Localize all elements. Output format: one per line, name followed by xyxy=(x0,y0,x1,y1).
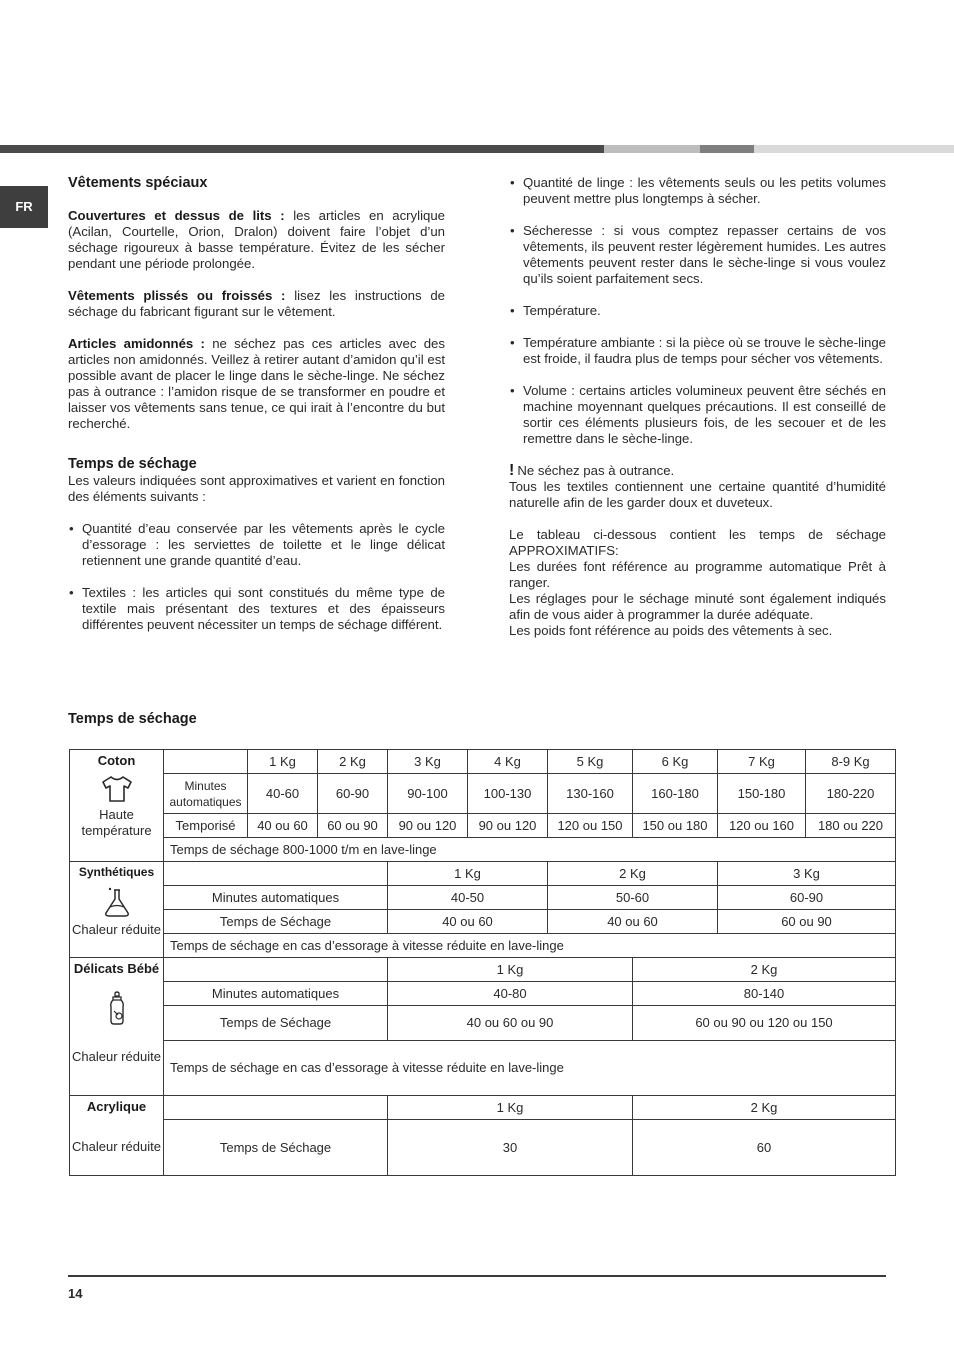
value-cell: 150 ou 180 xyxy=(633,814,718,838)
table-row xyxy=(70,1120,896,1176)
value-cell: 40-80 xyxy=(388,982,633,1006)
value-cell: 60 ou 90 ou 120 ou 150 xyxy=(633,1006,896,1041)
weight-header: 6 Kg xyxy=(633,750,718,774)
paragraph-intro: Les valeurs indiquées sont approximatives et varient en fonction des éléments suivants : xyxy=(68,473,445,504)
value-cell: 80-140 xyxy=(633,982,896,1006)
table-row xyxy=(70,862,896,886)
tshirt-icon xyxy=(100,775,134,803)
note-cell: Temps de séchage en cas d’essorage à vitesse réduite en lave-linge xyxy=(164,1041,896,1096)
value-cell: 90-100 xyxy=(388,774,468,814)
baby-bottle-icon xyxy=(106,991,128,1029)
value-cell: 40 ou 60 xyxy=(548,910,718,934)
empty-cell xyxy=(164,750,248,774)
value-cell: 40 ou 60 ou 90 xyxy=(388,1006,633,1041)
weight-header: 8-9 Kg xyxy=(806,750,896,774)
value-cell: 90 ou 120 xyxy=(468,814,548,838)
table-row xyxy=(70,838,896,862)
table-row xyxy=(70,1006,896,1041)
section-heading-special-clothes: Vêtements spéciaux xyxy=(68,175,208,191)
table-row xyxy=(70,750,896,774)
table-row xyxy=(70,886,896,910)
row-label: Minutes automatiques xyxy=(164,886,388,910)
flask-icon xyxy=(102,886,132,918)
category-cell-delicates: Délicats Bébé Chaleur réduite xyxy=(70,958,164,1096)
value-cell: 150-180 xyxy=(718,774,806,814)
table-title: Temps de séchage xyxy=(68,711,197,727)
paragraph-blankets: Couvertures et dessus de lits : les articles en acrylique (Acilan, Courtelle, Orion, Dralon) doivent faire l’objet d’un séchage rigoureux à basse température. Évitez de les sécher pendant une période prolongée. xyxy=(68,208,446,271)
table-row xyxy=(70,982,896,1006)
value-cell: 160-180 xyxy=(633,774,718,814)
value-cell: 120 ou 160 xyxy=(718,814,806,838)
list-item: • Quantité d’eau conservée par les vêtements après le cycle d’essorage : les serviettes de toilette et le linge délicat retiennent une grande quantité d’eau. xyxy=(68,521,445,569)
value-cell: 40-60 xyxy=(248,774,318,814)
weight-header: 1 Kg xyxy=(388,862,548,886)
value-cell: 50-60 xyxy=(548,886,718,910)
empty-cell xyxy=(164,862,388,886)
drying-time-table xyxy=(69,749,896,1176)
paragraph-table-note: Les durées font référence au programme automatique Prêt à ranger. xyxy=(509,559,886,590)
paragraph-humidity: Tous les textiles contiennent une certaine quantité d’humidité naturelle afin de les garder doux et duveteux. xyxy=(509,479,886,510)
row-label: Temps de Séchage xyxy=(164,910,388,934)
value-cell: 60 ou 90 xyxy=(318,814,388,838)
weight-header: 1 Kg xyxy=(388,1096,633,1120)
table-row xyxy=(70,1041,896,1096)
section-heading-drying-time: Temps de séchage xyxy=(68,456,197,472)
right-column xyxy=(509,175,886,639)
page-number: 14 xyxy=(68,1286,83,1301)
table-row xyxy=(70,958,896,982)
weight-header: 1 Kg xyxy=(248,750,318,774)
value-cell: 130-160 xyxy=(548,774,633,814)
weight-header: 5 Kg xyxy=(548,750,633,774)
row-label: Minutes automatiques xyxy=(164,982,388,1006)
value-cell: 180-220 xyxy=(806,774,896,814)
table-row xyxy=(70,814,896,838)
row-label: Temps de Séchage xyxy=(164,1120,388,1176)
category-cell-acrylic: Acrylique Chaleur réduite xyxy=(70,1096,164,1176)
warning-line: ! Ne séchez pas à outrance. xyxy=(509,462,675,479)
note-cell: Temps de séchage 800-1000 t/m en lave-linge xyxy=(164,838,896,862)
language-tab: FR xyxy=(0,186,48,228)
value-cell: 60 xyxy=(633,1120,896,1176)
row-label: Temporisé xyxy=(164,814,248,838)
empty-cell xyxy=(164,958,388,982)
table-row xyxy=(70,1096,896,1120)
value-cell: 30 xyxy=(388,1120,633,1176)
weight-header: 2 Kg xyxy=(633,958,896,982)
row-label: Minutes automatiques xyxy=(164,774,248,814)
list-item: • Température. xyxy=(509,303,886,319)
weight-header: 2 Kg xyxy=(318,750,388,774)
row-label: Temps de Séchage xyxy=(164,1006,388,1041)
weight-header: 1 Kg xyxy=(388,958,633,982)
value-cell: 180 ou 220 xyxy=(806,814,896,838)
value-cell: 60 ou 90 xyxy=(718,910,896,934)
paragraph-starched: Articles amidonnés : ne séchez pas ces articles avec des articles non amidonnés. Veillez à retirer autant d’amidon qu’il est possible avant de placer le linge dans le sèche-linge. Ne séchez pas à outrance : l’amidon risque de se transformer en poudre et laisser vos vêtements sans tenue, ce qui irait à l’encontre du but recherché. xyxy=(68,336,445,431)
list-item: • Textiles : les articles qui sont constitués du même type de textile mais présentant des textures et des épaisseurs différentes peuvent nécessiter un temps de séchage différent. xyxy=(68,585,445,633)
value-cell: 40 ou 60 xyxy=(388,910,548,934)
footer-divider xyxy=(68,1275,886,1277)
weight-header: 7 Kg xyxy=(718,750,806,774)
value-cell: 100-130 xyxy=(468,774,548,814)
list-item: • Température ambiante : si la pièce où se trouve le sèche-linge est froide, il faudra plus de temps pour sécher vos vêtements. xyxy=(509,335,886,367)
table-row xyxy=(70,910,896,934)
weight-header: 4 Kg xyxy=(468,750,548,774)
category-cell-synthetics: Synthétiques Chaleur réduite xyxy=(70,862,164,958)
weight-header: 3 Kg xyxy=(388,750,468,774)
paragraph-table-note: Les réglages pour le séchage minuté sont également indiqués afin de vous aider à programmer la durée adéquate. xyxy=(509,591,886,622)
paragraph-table-note: Les poids font référence au poids des vêtements à sec. xyxy=(509,623,833,638)
value-cell: 40-50 xyxy=(388,886,548,910)
list-item: • Volume : certains articles volumineux peuvent être séchés en machine moyennant quelques précautions. Il est conseillé de sortir ces éléments plusieurs fois, de les secouer et de les remettre dans le sèche-linge. xyxy=(509,383,886,447)
paragraph-pleated: Vêtements plissés ou froissés : lisez les instructions de séchage du fabricant figurant sur le vêtement. xyxy=(68,288,446,319)
table-row xyxy=(70,774,896,814)
value-cell: 60-90 xyxy=(318,774,388,814)
category-cell-cotton: Coton Haute température xyxy=(70,750,164,862)
value-cell: 60-90 xyxy=(718,886,896,910)
value-cell: 90 ou 120 xyxy=(388,814,468,838)
list-item: • Quantité de linge : les vêtements seuls ou les petits volumes peuvent mettre plus longtemps à sécher. xyxy=(509,175,886,207)
header-color-bar xyxy=(0,145,954,153)
weight-header: 2 Kg xyxy=(633,1096,896,1120)
warning-icon: ! xyxy=(509,462,515,479)
value-cell: 40 ou 60 xyxy=(248,814,318,838)
empty-cell xyxy=(164,1096,388,1120)
note-cell: Temps de séchage en cas d’essorage à vitesse réduite en lave-linge xyxy=(164,934,896,958)
weight-header: 2 Kg xyxy=(548,862,718,886)
list-item: • Sécheresse : si vous comptez repasser certains de vos vêtements, ils peuvent rester légèrement humides. Les autres vêtements peuvent rester dans le sèche-linge si vous voulez qu’ils soient parfaitement secs. xyxy=(509,223,886,287)
value-cell: 120 ou 150 xyxy=(548,814,633,838)
left-column xyxy=(68,175,445,633)
paragraph-table-note: Le tableau ci-dessous contient les temps de séchage APPROXIMATIFS: xyxy=(509,527,886,558)
table-row xyxy=(70,934,896,958)
weight-header: 3 Kg xyxy=(718,862,896,886)
